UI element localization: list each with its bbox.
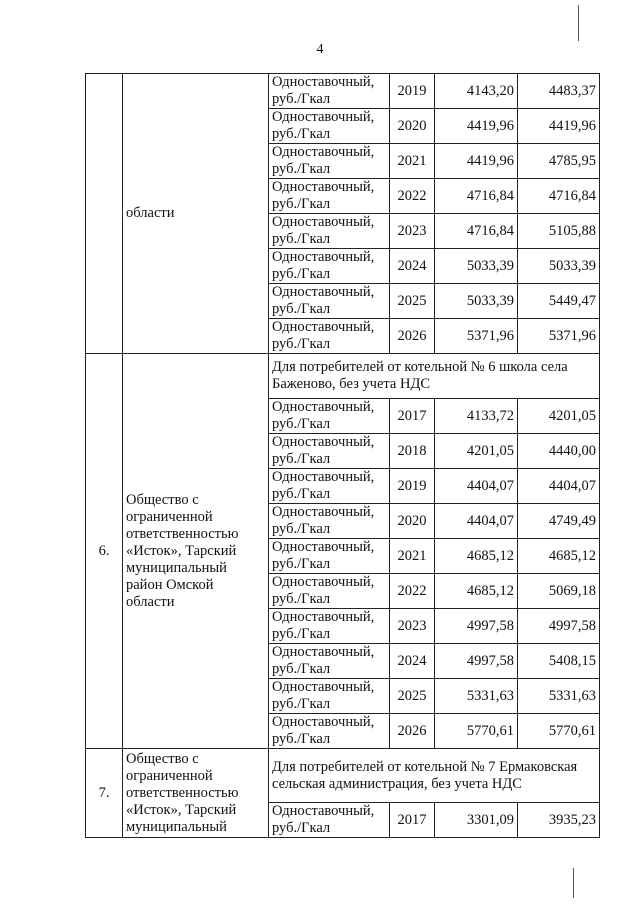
tariff-type-cell: Одноставочный, руб./Гкал: [269, 399, 390, 434]
tariff-type-cell: Одноставочный, руб./Гкал: [269, 609, 390, 644]
tariff-type-cell: Одноставочный, руб./Гкал: [269, 803, 390, 838]
tariff-value-first-half: 4133,72: [435, 399, 518, 434]
tariff-value-first-half: 4997,58: [435, 609, 518, 644]
tariff-type-cell: Одноставочный, руб./Гкал: [269, 319, 390, 354]
year-cell: 2021: [390, 144, 435, 179]
tariff-type-cell: Одноставочный, руб./Гкал: [269, 214, 390, 249]
tariff-value-second-half: 5069,18: [518, 574, 600, 609]
tariff-value-second-half: 4404,07: [518, 469, 600, 504]
tariff-value-second-half: 4685,12: [518, 539, 600, 574]
consumer-caption: Для потребителей от котельной № 6 школа села Баженово, без учета НДС: [269, 354, 600, 399]
year-cell: 2026: [390, 319, 435, 354]
row-number-cell: 7.: [86, 749, 123, 838]
tariff-value-first-half: 4685,12: [435, 539, 518, 574]
scan-edge-mark: [573, 868, 574, 898]
tariff-type-cell: Одноставочный, руб./Гкал: [269, 469, 390, 504]
table-row: [86, 74, 600, 109]
tariff-value-first-half: 4419,96: [435, 144, 518, 179]
tariff-value-first-half: 5371,96: [435, 319, 518, 354]
year-cell: 2025: [390, 284, 435, 319]
year-cell: 2019: [390, 74, 435, 109]
consumer-caption: Для потребителей от котельной № 7 Ермаковская сельская администрация, без учета НДС: [269, 749, 600, 803]
year-cell: 2023: [390, 214, 435, 249]
tariff-type-cell: Одноставочный, руб./Гкал: [269, 574, 390, 609]
tariff-value-second-half: 5371,96: [518, 319, 600, 354]
tariff-value-second-half: 4419,96: [518, 109, 600, 144]
tariff-type-cell: Одноставочный, руб./Гкал: [269, 74, 390, 109]
year-cell: 2017: [390, 399, 435, 434]
year-cell: 2024: [390, 249, 435, 284]
scan-edge-mark: [578, 5, 579, 41]
tariff-value-first-half: 4997,58: [435, 644, 518, 679]
tariff-value-first-half: 4419,96: [435, 109, 518, 144]
year-cell: 2020: [390, 109, 435, 144]
tariff-value-second-half: 5105,88: [518, 214, 600, 249]
tariff-type-cell: Одноставочный, руб./Гкал: [269, 144, 390, 179]
tariff-type-cell: Одноставочный, руб./Гкал: [269, 434, 390, 469]
tariff-table: [85, 73, 600, 838]
tariff-type-cell: Одноставочный, руб./Гкал: [269, 679, 390, 714]
organization-cell: области: [123, 74, 269, 354]
tariff-value-second-half: 5449,47: [518, 284, 600, 319]
tariff-value-second-half: 5331,63: [518, 679, 600, 714]
year-cell: 2019: [390, 469, 435, 504]
tariff-type-cell: Одноставочный, руб./Гкал: [269, 644, 390, 679]
tariff-value-second-half: 4716,84: [518, 179, 600, 214]
tariff-value-second-half: 4997,58: [518, 609, 600, 644]
year-cell: 2025: [390, 679, 435, 714]
year-cell: 2022: [390, 179, 435, 214]
table-row: [86, 354, 600, 399]
tariff-type-cell: Одноставочный, руб./Гкал: [269, 504, 390, 539]
tariff-value-first-half: 5770,61: [435, 714, 518, 749]
tariff-value-first-half: 4685,12: [435, 574, 518, 609]
tariff-value-second-half: 5033,39: [518, 249, 600, 284]
tariff-type-cell: Одноставочный, руб./Гкал: [269, 179, 390, 214]
tariff-value-second-half: 5770,61: [518, 714, 600, 749]
tariff-value-second-half: 4749,49: [518, 504, 600, 539]
tariff-value-second-half: 4483,37: [518, 74, 600, 109]
page-number: 4: [316, 42, 324, 57]
organization-cell: Общество с ограниченной ответственностью «Исток», Тарский муниципальный район Омской области: [123, 354, 269, 749]
tariff-value-first-half: 5331,63: [435, 679, 518, 714]
tariff-type-cell: Одноставочный, руб./Гкал: [269, 109, 390, 144]
year-cell: 2021: [390, 539, 435, 574]
year-cell: 2020: [390, 504, 435, 539]
tariff-value-first-half: 4716,84: [435, 179, 518, 214]
organization-cell: Общество с ограниченной ответственностью «Исток», Тарский муниципальный: [123, 749, 269, 838]
tariff-value-first-half: 5033,39: [435, 249, 518, 284]
row-number-cell: [86, 74, 123, 354]
year-cell: 2018: [390, 434, 435, 469]
year-cell: 2026: [390, 714, 435, 749]
tariff-value-second-half: 4201,05: [518, 399, 600, 434]
year-cell: 2024: [390, 644, 435, 679]
tariff-value-second-half: 5408,15: [518, 644, 600, 679]
tariff-value-second-half: 3935,23: [518, 803, 600, 838]
tariff-value-first-half: 4143,20: [435, 74, 518, 109]
year-cell: 2023: [390, 609, 435, 644]
tariff-value-first-half: 4404,07: [435, 504, 518, 539]
row-number-cell: 6.: [86, 354, 123, 749]
tariff-type-cell: Одноставочный, руб./Гкал: [269, 284, 390, 319]
tariff-value-first-half: 4201,05: [435, 434, 518, 469]
table-row: [86, 749, 600, 803]
tariff-type-cell: Одноставочный, руб./Гкал: [269, 539, 390, 574]
tariff-type-cell: Одноставочный, руб./Гкал: [269, 249, 390, 284]
year-cell: 2022: [390, 574, 435, 609]
tariff-value-second-half: 4440,00: [518, 434, 600, 469]
tariff-value-second-half: 4785,95: [518, 144, 600, 179]
tariff-value-first-half: 3301,09: [435, 803, 518, 838]
year-cell: 2017: [390, 803, 435, 838]
tariff-value-first-half: 5033,39: [435, 284, 518, 319]
tariff-value-first-half: 4716,84: [435, 214, 518, 249]
tariff-value-first-half: 4404,07: [435, 469, 518, 504]
tariff-type-cell: Одноставочный, руб./Гкал: [269, 714, 390, 749]
